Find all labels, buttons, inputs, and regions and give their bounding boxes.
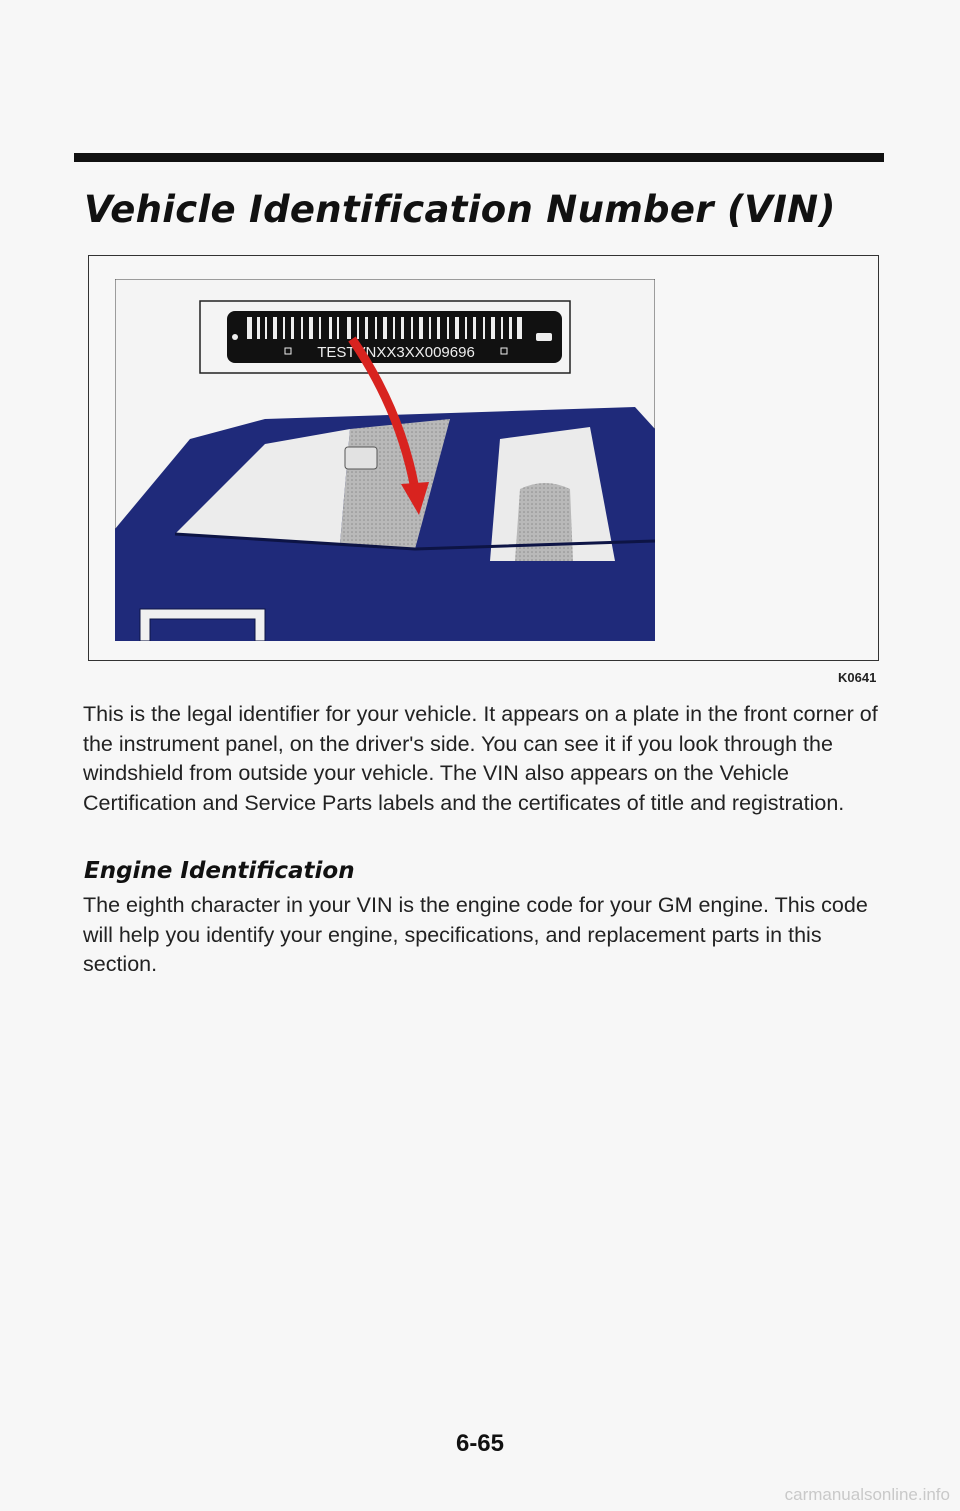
plate-rivet-right — [536, 333, 552, 341]
plate-rivet-left — [232, 334, 238, 340]
seat — [515, 483, 573, 561]
vin-location-illustration — [115, 279, 655, 641]
engine-identification-paragraph: The eighth character in your VIN is the engine code for your GM engine. This code will help you identify your engine, specifications, and replacement parts in this section. — [83, 893, 868, 976]
engine-identification-heading: Engine Identification — [84, 858, 355, 884]
figure-code: K0641 — [838, 670, 877, 685]
rearview-mirror — [345, 447, 377, 469]
page-number: 6-65 — [455, 1430, 505, 1457]
header-rule — [74, 153, 884, 162]
vin-plate-text: TESTVNXX3XX009696 — [317, 344, 475, 361]
page-title: Vehicle Identification Number (VIN) — [84, 188, 836, 231]
watermark: carmanualsonline.info — [784, 1485, 950, 1504]
vin-description-paragraph: This is the legal identifier for your vehicle. It appears on a plate in the front corner of the instrument panel, on the driver's side. You can see it if you look through the windshield from outside your vehicle. The VIN also appears on the Vehicle Certification and Service Parts labels and the certificates of title and registration. — [83, 702, 878, 815]
